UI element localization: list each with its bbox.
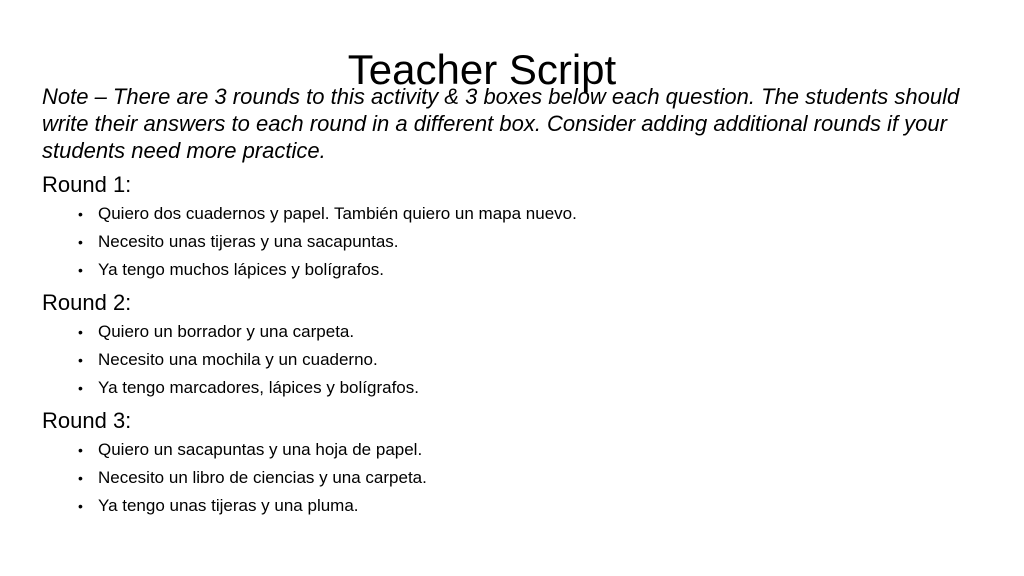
bullet-icon: • [78, 470, 83, 486]
list-item-text: Quiero dos cuadernos y papel. También quiero un mapa nuevo. [98, 204, 577, 223]
list-item [78, 256, 982, 284]
bullet-icon: • [78, 234, 83, 250]
list-item-text: Ya tengo muchos lápices y bolígrafos. [98, 260, 385, 279]
list-item [78, 374, 982, 402]
round-1 [42, 170, 982, 284]
note-paragraph: Note – There are 3 rounds to this activity & 3 boxes below each question. The students should write their answers to each round in a different box. Consider adding additional rounds if your students need more practice. [42, 84, 960, 163]
list-item [78, 464, 982, 492]
round-items-list [42, 318, 982, 402]
list-item-text: Necesito un libro de ciencias y una carpeta. [98, 468, 427, 487]
round-heading: Round 2: [42, 290, 132, 315]
list-item-text: Necesito una mochila y un cuaderno. [98, 350, 378, 369]
bullet-icon: • [78, 324, 83, 340]
bullet-icon: • [78, 352, 83, 368]
list-item [78, 346, 982, 374]
list-item-text: Ya tengo unas tijeras y una pluma. [98, 496, 359, 515]
list-item [78, 228, 982, 256]
round-2 [42, 288, 982, 402]
bullet-icon: • [78, 262, 83, 278]
round-heading: Round 1: [42, 172, 132, 197]
round-items-list [42, 200, 982, 284]
list-item [78, 492, 982, 520]
list-item [78, 436, 982, 464]
bullet-icon: • [78, 498, 83, 514]
list-item-text: Necesito unas tijeras y una sacapuntas. [98, 232, 399, 251]
slide-title: Teacher Script [347, 46, 617, 94]
list-item-text: Quiero un sacapuntas y una hoja de papel. [98, 440, 423, 459]
round-heading: Round 3: [42, 408, 132, 433]
list-item-text: Ya tengo marcadores, lápices y bolígrafos. [98, 378, 419, 397]
list-item [78, 200, 982, 228]
bullet-icon: • [78, 442, 83, 458]
bullet-icon: • [78, 380, 83, 396]
bullet-icon: • [78, 206, 83, 222]
round-3 [42, 406, 982, 520]
list-item-text: Quiero un borrador y una carpeta. [98, 322, 355, 341]
round-items-list [42, 436, 982, 520]
list-item [78, 318, 982, 346]
slide-content [42, 83, 982, 524]
